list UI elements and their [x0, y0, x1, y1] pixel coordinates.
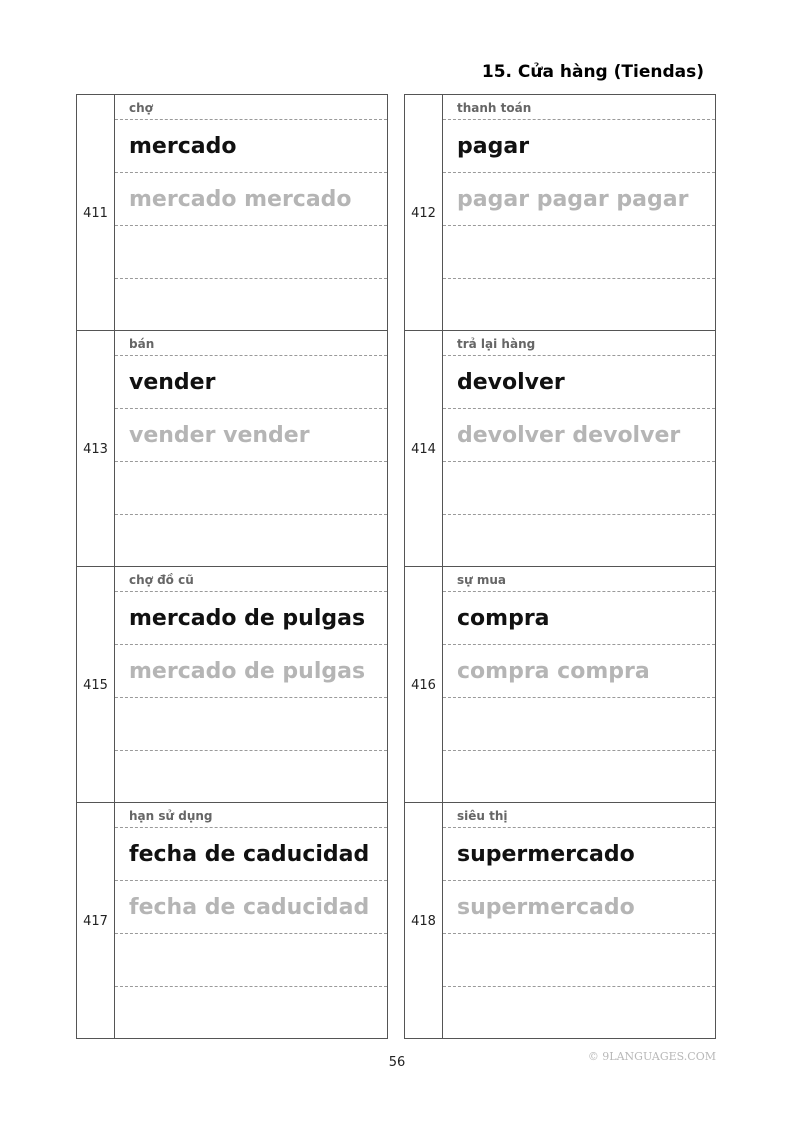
practice-line: [115, 751, 387, 803]
entry-number-cell: [404, 567, 443, 802]
vocab-entry: [404, 567, 716, 803]
writing-lines: [443, 331, 716, 566]
page-number: 56: [388, 1055, 406, 1070]
writing-lines: [115, 567, 388, 802]
entry-meaning: chợ: [115, 95, 387, 120]
practice-line: [115, 462, 387, 515]
entry-trace: compra compra: [443, 645, 715, 698]
entry-number-cell: [76, 331, 115, 566]
writing-lines: [115, 331, 388, 566]
practice-line: [115, 279, 387, 331]
vocab-entry: [76, 803, 388, 1039]
entry-meaning: sự mua: [443, 567, 715, 592]
entry-meaning: trả lại hàng: [443, 331, 715, 356]
entry-number-cell: [76, 567, 115, 802]
entry-number-cell: [404, 95, 443, 330]
entry-number: 411: [83, 206, 108, 221]
practice-line: [115, 934, 387, 987]
practice-line: [443, 515, 715, 567]
entry-word: compra: [443, 592, 715, 645]
entry-meaning: hạn sử dụng: [115, 803, 387, 828]
entry-number: 415: [83, 678, 108, 693]
left-column: [76, 94, 388, 1039]
practice-line: [115, 987, 387, 1039]
practice-line: [115, 515, 387, 567]
practice-line: [443, 987, 715, 1039]
entry-word: vender: [115, 356, 387, 409]
entry-number: 417: [83, 914, 108, 929]
entry-trace: devolver devolver: [443, 409, 715, 462]
entry-number-cell: [404, 803, 443, 1038]
entry-word: devolver: [443, 356, 715, 409]
entry-trace: pagar pagar pagar: [443, 173, 715, 226]
copyright-notice: © 9LANGUAGES.COM: [587, 1050, 716, 1063]
entry-trace: supermercado: [443, 881, 715, 934]
entry-word: pagar: [443, 120, 715, 173]
writing-lines: [443, 567, 716, 802]
writing-lines: [115, 803, 388, 1038]
vocab-entry: [404, 803, 716, 1039]
entry-word: mercado de pulgas: [115, 592, 387, 645]
practice-line: [443, 698, 715, 751]
entry-number: 414: [411, 442, 436, 457]
vocab-entry: [404, 331, 716, 567]
entry-trace: fecha de caducidad: [115, 881, 387, 934]
entry-word: mercado: [115, 120, 387, 173]
right-column: [404, 94, 716, 1039]
entry-number: 416: [411, 678, 436, 693]
writing-lines: [443, 803, 716, 1038]
practice-line: [443, 462, 715, 515]
entry-word: supermercado: [443, 828, 715, 881]
entry-trace: mercado mercado: [115, 173, 387, 226]
entry-number: 412: [411, 206, 436, 221]
vocab-entry: [76, 331, 388, 567]
writing-lines: [115, 95, 388, 330]
practice-line: [115, 698, 387, 751]
practice-line: [443, 751, 715, 803]
page-title: 15. Cửa hàng (Tiendas): [481, 62, 704, 82]
entry-meaning: bán: [115, 331, 387, 356]
vocab-entry: [404, 95, 716, 331]
entry-trace: vender vender: [115, 409, 387, 462]
vocab-entry: [76, 567, 388, 803]
practice-line: [443, 934, 715, 987]
practice-line: [443, 226, 715, 279]
entry-meaning: siêu thị: [443, 803, 715, 828]
entry-number-cell: [404, 331, 443, 566]
vocab-entry: [76, 95, 388, 331]
entry-trace: mercado de pulgas: [115, 645, 387, 698]
entry-number: 413: [83, 442, 108, 457]
practice-line: [443, 279, 715, 331]
entry-meaning: chợ đồ cũ: [115, 567, 387, 592]
entry-meaning: thanh toán: [443, 95, 715, 120]
entry-word: fecha de caducidad: [115, 828, 387, 881]
entry-number-cell: [76, 95, 115, 330]
entry-number: 418: [411, 914, 436, 929]
entry-number-cell: [76, 803, 115, 1038]
writing-lines: [443, 95, 716, 330]
practice-line: [115, 226, 387, 279]
